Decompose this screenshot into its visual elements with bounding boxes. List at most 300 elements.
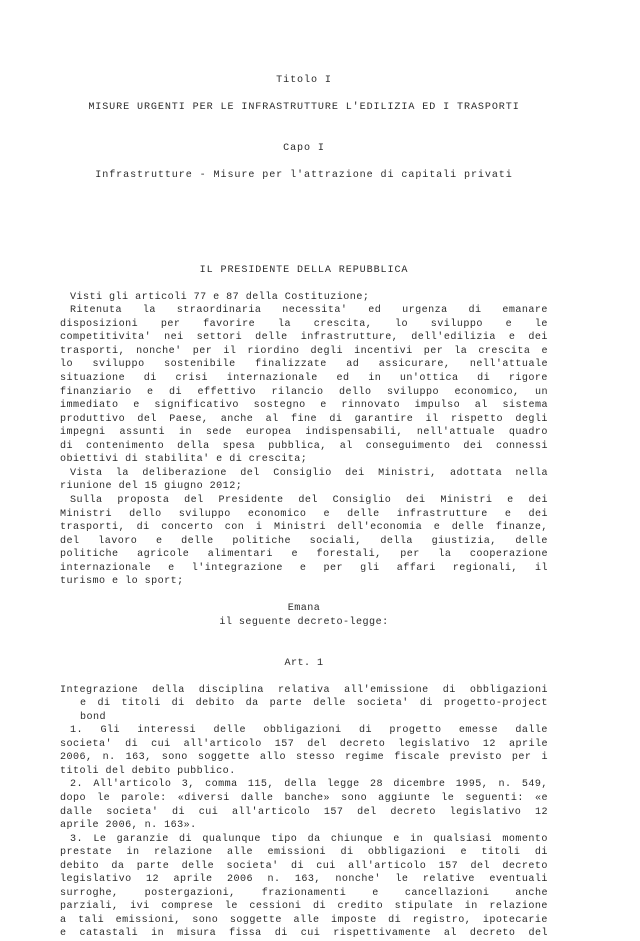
word: sviluppo [178,508,231,520]
word: e [507,494,514,506]
word: comma [205,779,238,791]
spacer [60,223,548,237]
word: impulso [414,400,461,412]
word: e [505,318,513,330]
word: sistema [502,400,548,412]
word: ed [368,305,382,317]
word: della [152,684,185,696]
word: seguenti: [465,792,524,804]
word: da [245,698,259,710]
word: favorire [203,318,256,330]
word: Gli [100,725,120,737]
word: banche» [284,792,331,804]
word: la [277,318,291,330]
word: cui [316,860,336,872]
word: da [307,833,321,845]
word: della [380,535,413,547]
text-line: obiettivi di stabilita' e di crescita; [60,454,308,466]
word: del [357,806,377,818]
word: Ministri [440,494,493,506]
word: Sulla [70,494,103,506]
emana-heading: Emana [287,603,321,615]
word: e [80,698,87,710]
word: immediato [60,400,119,412]
word: Integrazione [60,684,139,696]
word: trasporti, [60,522,126,534]
spacer [60,155,548,169]
word: straordinaria [176,305,262,317]
word: del [60,535,80,547]
word: di [60,440,74,452]
word: di [534,847,548,859]
word: lo [395,318,409,330]
word: Presidente [218,494,284,506]
word: al [443,928,457,940]
word: emissioni, [115,914,181,926]
word: spesa [222,440,256,452]
word: parziali, [60,901,119,913]
word: catastali [79,928,139,940]
spacer [60,196,548,210]
word: per [511,752,532,764]
word: obbligazioni [263,725,342,737]
text-line [60,426,548,440]
word: e [323,508,331,520]
word: crisi [175,373,209,385]
word: di [125,738,139,750]
text-line [60,846,548,860]
word: e [291,549,298,561]
word: 3. [70,833,84,845]
word: urgenza [402,305,448,317]
word: fiscale [394,752,440,764]
word: cui [198,806,219,818]
titolo-subtitle: MISURE URGENTI PER LE INFRASTRUTTURE L'EDILIZIA ED I TRASPORTI [88,102,520,114]
word: societa' [226,860,279,872]
text-line [60,467,548,481]
word: l'integrazione [191,562,283,574]
word: stesso [296,752,336,764]
word: relativa [277,684,331,696]
word: 12 [146,874,160,886]
word: all'articolo [348,860,427,872]
word: e [320,400,327,412]
word: e [541,345,548,357]
word: All'articolo [93,779,172,791]
word: 12 [534,806,548,818]
preamble-text [60,291,548,589]
word: del [240,467,260,479]
word: da [111,860,125,872]
word: tipo [271,833,298,845]
word: sede [205,427,232,439]
word: relazione [153,847,213,859]
word: di [143,373,157,385]
word: quadro [508,427,548,439]
word: finanziario [60,386,132,398]
word: all'articolo [232,806,311,818]
word: regime [345,752,385,764]
spacer [60,128,548,142]
word: decreto [339,738,386,750]
word: parte [269,698,303,710]
word: di [171,698,185,710]
word: societa' [106,806,159,818]
word: di [290,860,304,872]
word: chiunque [330,833,383,845]
text-line: riunione del 15 giugno 2012; [60,481,243,493]
word: la [454,345,468,357]
word: del [137,413,157,425]
word: significativo [154,400,239,412]
word: ivi [130,901,150,913]
word: Consiglio [332,494,392,506]
word: dopo [60,792,87,804]
word: adottata [450,467,503,479]
spacer [60,250,548,264]
word: legislativo [449,806,522,818]
preamble-heading: IL PRESIDENTE DELLA REPUBBLICA [199,264,409,276]
word: la [115,467,129,479]
word: misura [177,928,217,940]
word: titoli [481,847,521,859]
word: nell'attuale [469,359,548,371]
word: 163, [294,874,321,886]
word: cooperazione [469,549,548,561]
word: disciplina [198,684,264,696]
capo-subtitle: Infrastrutture - Misure per l'attrazione di capitali privati [95,169,513,181]
word: decreto [469,928,516,940]
word: proposta [117,494,170,506]
spacer [60,643,548,657]
word: delle [181,860,215,872]
word: nella [515,467,548,479]
word: dalle [240,792,274,804]
word: al [474,400,488,412]
word: momento [502,833,548,845]
word: dicembre [393,779,446,791]
spacer [60,88,548,102]
word: previsto [449,752,502,764]
word: aprile [173,874,213,886]
word: le [441,792,455,804]
text-line [60,386,548,400]
word: sono [161,752,188,764]
word: 12 [482,738,496,750]
word: con [224,522,245,534]
word: di [97,698,111,710]
word: 549, [521,779,548,791]
word: nonche' [335,874,381,886]
word: 157 [323,806,344,818]
word: crescita [478,345,531,357]
word: crescita, [313,318,373,330]
word: di [168,386,182,398]
word: dei [528,332,548,344]
word: e [393,833,400,845]
word: sviluppo [430,318,483,330]
word: e [433,522,441,534]
word: dei [528,494,548,506]
word: di [388,914,402,926]
word: 28 [369,779,383,791]
word: politiche [60,549,119,561]
document-body [60,74,548,941]
word: alle [293,914,320,926]
word: Le [93,833,107,845]
word: 157 [274,738,295,750]
word: nei [164,332,184,344]
word: Ministri, [378,467,437,479]
word: 2006 [226,874,253,886]
word: e [155,535,163,547]
word: degli [515,413,548,425]
word: eventuali [489,874,548,886]
word: n. [267,874,281,886]
word: in [126,847,140,859]
text-line [60,778,548,792]
word: dei [528,508,548,520]
word: 2. [70,779,84,791]
word: delle [451,522,485,534]
text-line [60,372,548,386]
word: di [477,373,491,385]
word: emesse [458,725,498,737]
titolo-heading: Titolo I [276,75,332,86]
word: della [177,440,210,452]
word: e [147,386,154,398]
word: surroghe, [60,887,119,899]
word: «diversi [177,792,230,804]
text-line [60,833,548,847]
word: in [464,901,478,913]
word: nonche' [136,345,182,357]
word: e [508,332,516,344]
word: situazione [60,373,126,385]
word: di [468,305,482,317]
word: il [534,562,548,574]
word: un'ottica [399,373,459,385]
word: soggette [197,752,250,764]
word: effettivo [197,386,257,398]
word: sviluppo [92,359,145,371]
word: giustizia, [431,535,497,547]
text-line [60,535,548,549]
word: delle [347,508,380,520]
word: garantire [354,413,414,425]
word: legislativo [398,738,470,750]
word: competitivita' [60,332,152,344]
word: postergazioni, [144,887,236,899]
word: pubblica, [268,440,327,452]
word: dell'economia [337,522,423,534]
word: economico, [454,386,520,398]
word: infrastrutture, [300,332,399,344]
word: Consiglio [273,467,332,479]
text-line [60,548,548,562]
word: delle [313,698,346,710]
word: in [178,427,192,439]
word: le [224,901,238,913]
word: Vista [70,467,103,479]
word: e [168,562,175,574]
articolo-1-text [60,684,548,941]
word: al [265,413,279,425]
word: riordino [247,345,300,357]
text-line [60,318,548,332]
text-line [60,494,548,508]
word: i [255,522,263,534]
word: impegni [60,427,106,439]
word: in [410,833,424,845]
word: e [504,508,512,520]
text-line [60,738,548,752]
word: di [340,847,354,859]
word: sono [341,792,368,804]
word: progetto-project [443,698,548,710]
word: e [60,928,67,940]
word: tali [78,914,105,926]
word: obbligazioni [367,847,446,859]
word: legislativo [60,874,132,886]
word: del [307,738,327,750]
word: conseguimento [365,440,451,452]
word: di [419,698,433,710]
word: ed [336,373,350,385]
word: di [312,901,326,913]
word: comprese [161,901,214,913]
text-line [60,914,548,928]
word: dei [406,494,426,506]
word: economico [247,508,307,520]
word: internazionale [226,373,318,385]
text-line [60,792,548,806]
spacer [60,670,548,684]
word: stipulate [394,901,454,913]
spacer [60,237,548,251]
word: rispettivamente [333,928,431,940]
word: della [284,779,317,791]
word: imposte [331,914,377,926]
word: finalizzate [255,359,327,371]
word: debito [60,860,100,872]
word: le [97,792,111,804]
word: parole: [121,792,167,804]
text-line [60,697,548,711]
word: infrastrutture [396,508,488,520]
word: relative [422,874,475,886]
word: aggiunte [378,792,431,804]
text-line [60,860,548,874]
word: ipotecarie [482,914,548,926]
word: 115, [247,779,274,791]
word: fine [290,413,317,425]
word: di [274,928,288,940]
text-line: bond [80,711,107,723]
word: la [142,305,156,317]
text-line [60,751,548,765]
word: per [323,562,344,574]
text-line [60,900,548,914]
word: rinnovato [341,400,400,412]
word: affari [396,562,436,574]
word: 1995, [455,779,489,791]
word: dei [463,440,483,452]
word: la [438,549,452,561]
word: cancellazioni [404,887,490,899]
word: incentivi [354,345,413,357]
word: trasporti, [60,345,126,357]
word: dei [345,467,365,479]
spacer [60,589,548,603]
word: a [60,914,67,926]
word: internazionale [60,562,152,574]
word: legge [327,779,360,791]
text-line [60,724,548,738]
word: di [329,413,343,425]
word: Ministri [60,508,113,520]
word: prestate [60,847,113,859]
word: regionali, [452,562,518,574]
word: 163, [125,752,152,764]
word: gli [360,562,380,574]
word: obbligazioni [469,684,548,696]
word: titoli [121,698,161,710]
word: delle [181,535,214,547]
text-line: titoli del debito pubblico. [60,765,236,777]
capo-heading: Capo I [283,142,325,154]
word: alimentari [207,549,273,561]
word: finanze, [495,522,548,534]
word: rilancio [271,386,324,398]
word: i [541,752,548,764]
word: 2006, [60,752,93,764]
spacer [60,629,548,643]
spacer [60,209,548,223]
spacer [60,182,548,196]
text-line [60,927,548,941]
text-line [60,806,548,820]
word: e [299,562,307,574]
word: deliberazione [142,467,227,479]
word: qualunque [202,833,261,845]
word: emanare [502,305,548,317]
emana-subheading: il seguente decreto-legge: [219,616,389,628]
text-line [60,399,548,413]
articolo-heading: Art. 1 [284,657,324,669]
word: decreto [502,860,548,872]
word: assunti [119,427,166,439]
text-line [60,521,548,535]
word: assicurare, [378,359,451,371]
word: frazionamenti [261,887,347,899]
word: del [470,860,491,872]
word: dello [129,508,162,520]
word: produttivo [60,413,126,425]
word: settori [196,332,243,344]
text-line: aprile 2006, n. 163». [60,820,197,832]
word: delle [515,535,548,547]
word: del [528,928,548,940]
word: un [534,386,548,398]
word: fissa [229,928,262,940]
word: le [534,318,548,330]
word: 1. [70,725,84,737]
word: parte [136,860,170,872]
word: progetto [389,725,442,737]
word: connessi [495,440,548,452]
word: cui [151,738,171,750]
